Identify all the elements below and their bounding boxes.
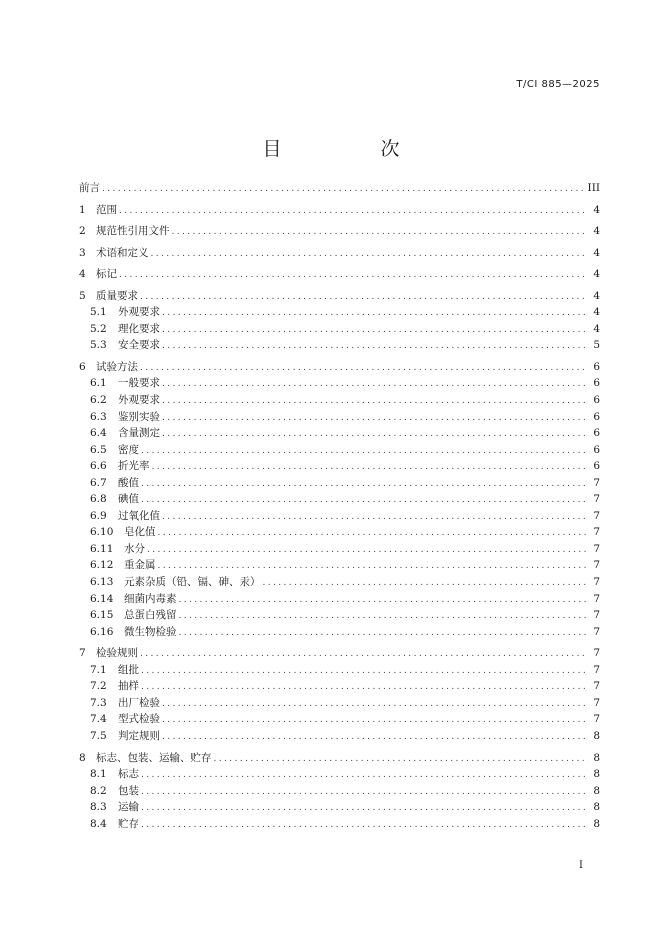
toc-entry-number: 6.13: [90, 576, 114, 589]
toc-entry-number: 6.2: [90, 394, 107, 407]
dot-leader: [141, 679, 588, 696]
document-code: T/CI 885—2025: [516, 79, 600, 90]
toc-entry[interactable]: [79, 524, 600, 541]
toc-entry-number: 7.1: [90, 663, 107, 676]
toc-entry-number: 6.10: [90, 526, 114, 539]
toc-entry-page: 4: [593, 306, 600, 319]
dot-leader: [119, 267, 588, 284]
toc-entry-page: III: [587, 182, 600, 194]
toc-entry-number: 6.14: [90, 592, 114, 605]
toc-entry-number: 4: [79, 268, 86, 281]
toc-entry-page: 5: [593, 339, 600, 352]
dot-leader: [140, 646, 588, 663]
toc-entry-label: 水分: [124, 542, 145, 555]
toc-entry-page: 7: [593, 542, 600, 555]
toc-entry-page: 8: [593, 729, 600, 742]
toc-entry-number: 5.1: [90, 306, 107, 319]
toc-entry[interactable]: [79, 624, 600, 641]
toc-entry[interactable]: [79, 180, 600, 197]
dot-leader: [158, 525, 589, 542]
toc-entry-label: 过氧化值: [118, 509, 160, 522]
toc-entry-number: 7.3: [90, 696, 107, 709]
toc-entry[interactable]: [79, 508, 600, 525]
dot-leader: [263, 575, 589, 592]
toc-entry-number: 8.4: [90, 817, 107, 830]
toc-entry-label: 前言: [79, 182, 100, 194]
toc-entry-label: 运输: [118, 801, 139, 814]
toc-entry[interactable]: [79, 711, 600, 728]
toc-entry-label: 出厂检验: [118, 696, 160, 709]
toc-entry-label: 规范性引用文件: [96, 225, 170, 238]
toc-entry-label: 元素杂质（铅、镉、砷、汞）: [124, 576, 261, 589]
dot-leader: [141, 767, 588, 784]
toc-entry-label: 外观要求: [118, 394, 160, 407]
toc-entry-page: 6: [593, 410, 600, 423]
toc-entry-page: 8: [593, 801, 600, 814]
toc-entry-label: 折光率: [118, 460, 150, 473]
dot-leader: [162, 322, 588, 339]
toc-title: 目 次: [262, 138, 440, 160]
toc-entry-number: 5.2: [90, 322, 107, 335]
dot-leader: [140, 289, 588, 306]
toc-entry[interactable]: [79, 574, 600, 591]
toc-entry-label: 标记: [96, 268, 117, 281]
dot-leader: [119, 203, 588, 220]
dot-leader: [102, 181, 584, 198]
toc-entry-label: 细菌内毒素: [124, 592, 177, 605]
toc-entry[interactable]: [79, 266, 600, 283]
toc-entry-page: 6: [593, 394, 600, 407]
page-number: I: [579, 860, 583, 871]
dot-leader: [147, 542, 588, 559]
dot-leader: [179, 592, 589, 609]
dot-leader: [162, 410, 588, 427]
dot-leader: [158, 558, 589, 575]
toc-entry-label: 包装: [118, 784, 139, 797]
toc-entry-page: 4: [593, 225, 600, 238]
toc-entry-page: 6: [593, 427, 600, 440]
toc-entry-number: 2: [79, 225, 86, 238]
toc-entry-page: 7: [593, 493, 600, 506]
toc-entry[interactable]: [79, 223, 600, 240]
toc-entry-page: 6: [593, 443, 600, 456]
toc-entry[interactable]: [79, 202, 600, 219]
toc-entry-label: 安全要求: [118, 339, 160, 352]
toc-entry-label: 重金属: [124, 559, 156, 572]
toc-entry-label: 微生物检验: [124, 625, 177, 638]
toc-entry-page: 7: [593, 576, 600, 589]
toc-entry-label: 外观要求: [118, 306, 160, 319]
toc-entry-page: 6: [593, 460, 600, 473]
dot-leader: [151, 246, 589, 263]
toc-entry-page: 7: [593, 696, 600, 709]
toc-entry-page: 8: [593, 768, 600, 781]
toc-entry-label: 型式检验: [118, 713, 160, 726]
toc-entry[interactable]: [79, 442, 600, 459]
toc-entry-page: 4: [593, 289, 600, 302]
toc-entry-label: 含量测定: [118, 427, 160, 440]
toc-entry-page: 8: [593, 784, 600, 797]
toc-entry-page: 4: [593, 203, 600, 216]
toc-entry-page: 7: [593, 476, 600, 489]
toc-entry-number: 5.3: [90, 339, 107, 352]
toc-entry-label: 一般要求: [118, 377, 160, 390]
toc-entry[interactable]: [79, 337, 600, 354]
dot-leader: [162, 509, 588, 526]
toc-entry-number: 7: [79, 647, 86, 660]
toc-entry-page: 4: [593, 322, 600, 335]
toc-entry-page: 8: [593, 751, 600, 764]
toc-entry-number: 6.8: [90, 493, 107, 506]
toc-entry-label: 检验规则: [96, 647, 138, 660]
toc-entry-label: 总蛋白残留: [124, 609, 177, 622]
dot-leader: [179, 625, 589, 642]
toc-entry-number: 7.4: [90, 713, 107, 726]
dot-leader: [141, 443, 588, 460]
toc-entry-page: 7: [593, 592, 600, 605]
toc-entry[interactable]: [79, 728, 600, 745]
toc-entry-number: 6.5: [90, 443, 107, 456]
toc-entry[interactable]: [79, 645, 600, 662]
toc-entry-label: 范围: [96, 203, 117, 216]
toc-entry-page: 4: [593, 246, 600, 259]
toc-entry[interactable]: [79, 678, 600, 695]
toc-entry-label: 皂化值: [124, 526, 156, 539]
toc-entry-number: 3: [79, 246, 86, 259]
toc-entry-page: 8: [593, 817, 600, 830]
dot-leader: [141, 800, 588, 817]
toc-entry[interactable]: [79, 475, 600, 492]
toc-entry[interactable]: [79, 607, 600, 624]
toc-entry-label: 质量要求: [96, 289, 138, 302]
dot-leader: [152, 459, 589, 476]
toc-entry-page: 7: [593, 647, 600, 660]
toc-entry[interactable]: [79, 491, 600, 508]
dot-leader: [162, 426, 588, 443]
toc-entry[interactable]: [79, 591, 600, 608]
dot-leader: [140, 360, 588, 377]
toc-entry-number: 8.2: [90, 784, 107, 797]
toc-entry-number: 6.15: [90, 609, 114, 622]
toc-entry-page: 7: [593, 509, 600, 522]
dot-leader: [172, 224, 589, 241]
toc-entry-page: 7: [593, 609, 600, 622]
toc-entry-label: 贮存: [118, 817, 139, 830]
toc-entry-number: 7.5: [90, 729, 107, 742]
dot-leader: [141, 476, 588, 493]
dot-leader: [141, 492, 588, 509]
toc-entry-label: 标志: [118, 768, 139, 781]
toc-entry[interactable]: [79, 458, 600, 475]
toc-entry-page: 7: [593, 559, 600, 572]
toc-entry[interactable]: [79, 304, 600, 321]
toc-entry[interactable]: [79, 541, 600, 558]
toc-entry[interactable]: [79, 409, 600, 426]
toc-entry[interactable]: [79, 695, 600, 712]
dot-leader: [214, 751, 589, 768]
toc-entry-label: 酸值: [118, 476, 139, 489]
dot-leader: [162, 729, 588, 746]
toc-entry-page: 7: [593, 625, 600, 638]
toc-entry-number: 6.6: [90, 460, 107, 473]
table-of-contents: [79, 180, 600, 832]
toc-entry-number: 6.1: [90, 377, 107, 390]
toc-entry-label: 密度: [118, 443, 139, 456]
toc-entry-number: 6.4: [90, 427, 107, 440]
dot-leader: [141, 784, 588, 801]
dot-leader: [162, 376, 588, 393]
toc-entry-label: 标志、包装、运输、贮存: [96, 751, 212, 764]
dot-leader: [141, 663, 588, 680]
toc-entry-page: 4: [593, 268, 600, 281]
toc-entry[interactable]: [79, 557, 600, 574]
dot-leader: [162, 305, 588, 322]
toc-entry-number: 6.11: [90, 542, 114, 555]
toc-entry[interactable]: [79, 662, 600, 679]
toc-entry-number: 6.16: [90, 625, 114, 638]
toc-entry-page: 6: [593, 377, 600, 390]
toc-entry-label: 理化要求: [118, 322, 160, 335]
dot-leader: [162, 338, 588, 355]
toc-entry-page: 7: [593, 663, 600, 676]
toc-entry-number: 6: [79, 360, 86, 373]
toc-entry-number: 5: [79, 289, 86, 302]
toc-entry[interactable]: [79, 245, 600, 262]
toc-entry-page: 7: [593, 680, 600, 693]
toc-entry[interactable]: [79, 375, 600, 392]
dot-leader: [141, 817, 588, 834]
toc-entry-label: 术语和定义: [96, 246, 149, 259]
toc-entry[interactable]: [79, 799, 600, 816]
toc-entry-page: 6: [593, 360, 600, 373]
toc-entry-label: 抽样: [118, 680, 139, 693]
toc-entry[interactable]: [79, 321, 600, 338]
toc-entry-label: 碘值: [118, 493, 139, 506]
toc-entry-number: 6.12: [90, 559, 114, 572]
toc-entry-page: 7: [593, 526, 600, 539]
toc-entry-label: 判定规则: [118, 729, 160, 742]
toc-entry-number: 6.9: [90, 509, 107, 522]
dot-leader: [162, 696, 588, 713]
toc-entry[interactable]: [79, 392, 600, 409]
toc-entry-number: 8.3: [90, 801, 107, 814]
toc-entry-page: 7: [593, 713, 600, 726]
toc-entry-label: 试验方法: [96, 360, 138, 373]
toc-entry[interactable]: [79, 766, 600, 783]
toc-entry-number: 8: [79, 751, 86, 764]
toc-entry-label: 鉴别实验: [118, 410, 160, 423]
toc-entry-number: 7.2: [90, 680, 107, 693]
toc-entry[interactable]: [79, 783, 600, 800]
dot-leader: [179, 608, 589, 625]
toc-entry[interactable]: [79, 816, 600, 833]
toc-entry[interactable]: [79, 359, 600, 376]
toc-entry[interactable]: [79, 750, 600, 767]
dot-leader: [162, 712, 588, 729]
toc-entry-number: 6.3: [90, 410, 107, 423]
toc-entry[interactable]: [79, 288, 600, 305]
toc-entry-number: 1: [79, 203, 86, 216]
dot-leader: [162, 393, 588, 410]
toc-entry-number: 6.7: [90, 476, 107, 489]
toc-entry-label: 组批: [118, 663, 139, 676]
toc-entry-number: 8.1: [90, 768, 107, 781]
toc-entry[interactable]: [79, 425, 600, 442]
